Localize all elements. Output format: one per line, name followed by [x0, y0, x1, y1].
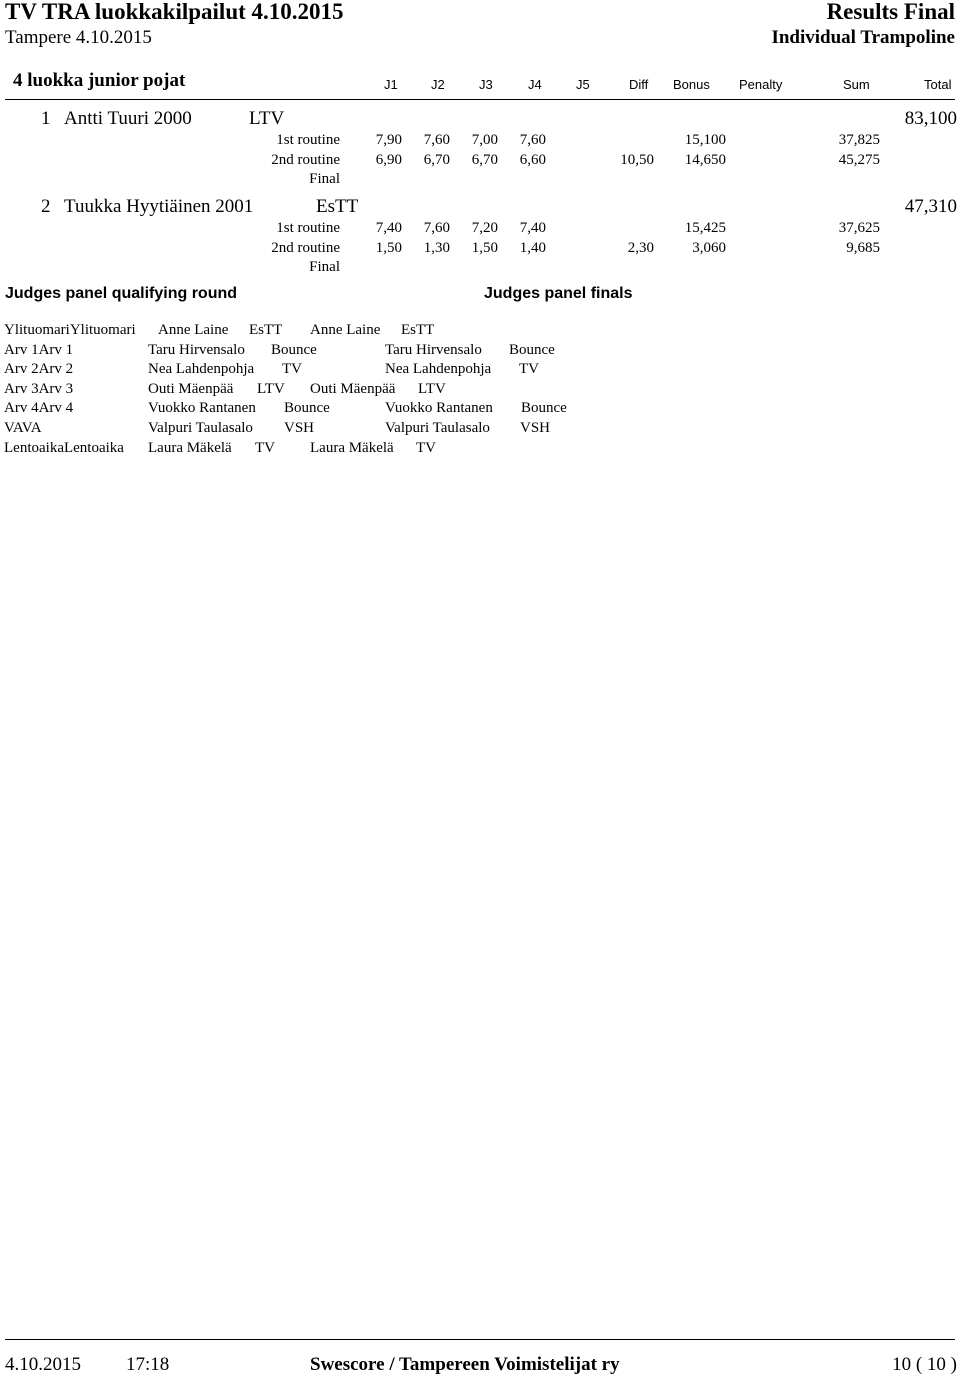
- qualifying-judge-club: EsTT: [249, 322, 283, 338]
- event-title: TV TRA luokkakilpailut 4.10.2015: [5, 0, 344, 24]
- score-j2: 7,60: [423, 220, 450, 236]
- category-title: 4 luokka junior pojat: [13, 70, 186, 91]
- judge-role: Arv 2Arv 2: [4, 361, 74, 377]
- score-bonus: 3,060: [692, 240, 726, 256]
- score-j4: 7,40: [519, 220, 546, 236]
- routine-label: Final: [309, 171, 340, 187]
- athlete-club: EsTT: [316, 196, 359, 217]
- score-j2: 6,70: [423, 152, 450, 168]
- score-bonus: 15,100: [684, 132, 726, 148]
- routine-label: 2nd routine: [271, 152, 340, 168]
- score-bonus: 14,650: [684, 152, 726, 168]
- routine-label: Final: [309, 259, 340, 275]
- score-diff: 10,50: [620, 152, 654, 168]
- athlete-name: Antti Tuuri 2000: [64, 108, 192, 129]
- routine-label: 1st routine: [276, 220, 340, 236]
- col-penalty: Penalty: [739, 77, 783, 92]
- score-sum: 9,685: [846, 240, 880, 256]
- qualifying-judge-name: Laura Mäkelä: [148, 440, 232, 456]
- col-j5: J5: [576, 77, 590, 92]
- score-j1: 7,90: [375, 132, 402, 148]
- score-j3: 7,20: [471, 220, 498, 236]
- qualifying-judge-club: TV: [255, 440, 275, 456]
- qualifying-judge-club: VSH: [284, 420, 315, 436]
- footer-divider: [5, 1339, 955, 1340]
- qualifying-judge-name: Taru Hirvensalo: [148, 342, 245, 358]
- score-j4: 7,60: [519, 132, 546, 148]
- score-j2: 1,30: [423, 240, 450, 256]
- qualifying-panel-title: Judges panel qualifying round: [5, 285, 238, 302]
- athlete-rank: 2: [41, 196, 51, 217]
- finals-panel-title: Judges panel finals: [484, 285, 633, 302]
- footer-software: Swescore / Tampereen Voimistelijat ry: [310, 1354, 620, 1375]
- score-j4: 6,60: [519, 152, 546, 168]
- score-j4: 1,40: [519, 240, 546, 256]
- athlete-club: LTV: [249, 108, 285, 129]
- header-divider: [5, 99, 955, 100]
- finals-judge-club: VSH: [520, 420, 551, 436]
- location-date: Tampere 4.10.2015: [5, 27, 152, 48]
- finals-judge-club: LTV: [418, 381, 446, 397]
- finals-judge-name: Outi Mäenpää: [310, 381, 396, 397]
- qualifying-judge-club: TV: [282, 361, 302, 377]
- score-sum: 37,625: [838, 220, 880, 236]
- judge-role: YlituomariYlituomari: [4, 322, 136, 338]
- judge-role: Arv 4Arv 4: [4, 400, 74, 416]
- qualifying-judge-name: Nea Lahdenpohja: [148, 361, 255, 377]
- score-sum: 37,825: [838, 132, 880, 148]
- footer-date: 4.10.2015: [5, 1354, 81, 1375]
- score-j3: 6,70: [471, 152, 498, 168]
- score-bonus: 15,425: [684, 220, 726, 236]
- score-j3: 1,50: [471, 240, 498, 256]
- athlete-rank: 1: [41, 108, 51, 129]
- col-j2: J2: [431, 77, 445, 92]
- score-sum: 45,275: [838, 152, 880, 168]
- finals-judge-club: TV: [416, 440, 436, 456]
- finals-judge-club: EsTT: [401, 322, 435, 338]
- finals-judge-name: Valpuri Taulasalo: [385, 420, 490, 436]
- judge-role: VAVA: [4, 420, 42, 436]
- footer-time: 17:18: [126, 1354, 170, 1375]
- col-j4: J4: [528, 77, 542, 92]
- score-j2: 7,60: [423, 132, 450, 148]
- athlete-total: 47,310: [904, 196, 957, 217]
- col-j3: J3: [479, 77, 493, 92]
- score-j1: 7,40: [375, 220, 402, 236]
- score-j1: 6,90: [375, 152, 402, 168]
- finals-judge-club: TV: [519, 361, 539, 377]
- finals-judge-name: Nea Lahdenpohja: [385, 361, 492, 377]
- athlete-name: Tuukka Hyytiäinen 2001: [64, 196, 254, 217]
- score-j1: 1,50: [375, 240, 402, 256]
- qualifying-judge-club: LTV: [257, 381, 285, 397]
- score-diff: 2,30: [627, 240, 654, 256]
- page-number: 10 ( 10 ): [892, 1354, 957, 1375]
- score-j3: 7,00: [471, 132, 498, 148]
- finals-judge-club: Bounce: [521, 400, 567, 416]
- col-j1: J1: [384, 77, 398, 92]
- finals-judge-name: Taru Hirvensalo: [385, 342, 482, 358]
- qualifying-judge-name: Vuokko Rantanen: [148, 400, 256, 416]
- finals-judge-club: Bounce: [509, 342, 555, 358]
- col-bonus: Bonus: [673, 77, 710, 92]
- finals-judge-name: Anne Laine: [310, 322, 381, 338]
- athlete-total: 83,100: [904, 108, 957, 129]
- judge-role: LentoaikaLentoaika: [4, 440, 124, 456]
- qualifying-judge-club: Bounce: [284, 400, 330, 416]
- judge-role: Arv 3Arv 3: [4, 381, 74, 397]
- finals-judge-name: Vuokko Rantanen: [385, 400, 493, 416]
- col-total: Total: [924, 77, 952, 92]
- discipline: Individual Trampoline: [771, 27, 955, 48]
- qualifying-judge-name: Valpuri Taulasalo: [148, 420, 253, 436]
- routine-label: 1st routine: [276, 132, 340, 148]
- results-label: Results Final: [826, 0, 955, 24]
- qualifying-judge-club: Bounce: [271, 342, 317, 358]
- judge-role: Arv 1Arv 1: [4, 342, 74, 358]
- routine-label: 2nd routine: [271, 240, 340, 256]
- qualifying-judge-name: Outi Mäenpää: [148, 381, 234, 397]
- col-diff: Diff: [629, 77, 649, 92]
- finals-judge-name: Laura Mäkelä: [310, 440, 394, 456]
- qualifying-judge-name: Anne Laine: [158, 322, 229, 338]
- col-sum: Sum: [843, 77, 870, 92]
